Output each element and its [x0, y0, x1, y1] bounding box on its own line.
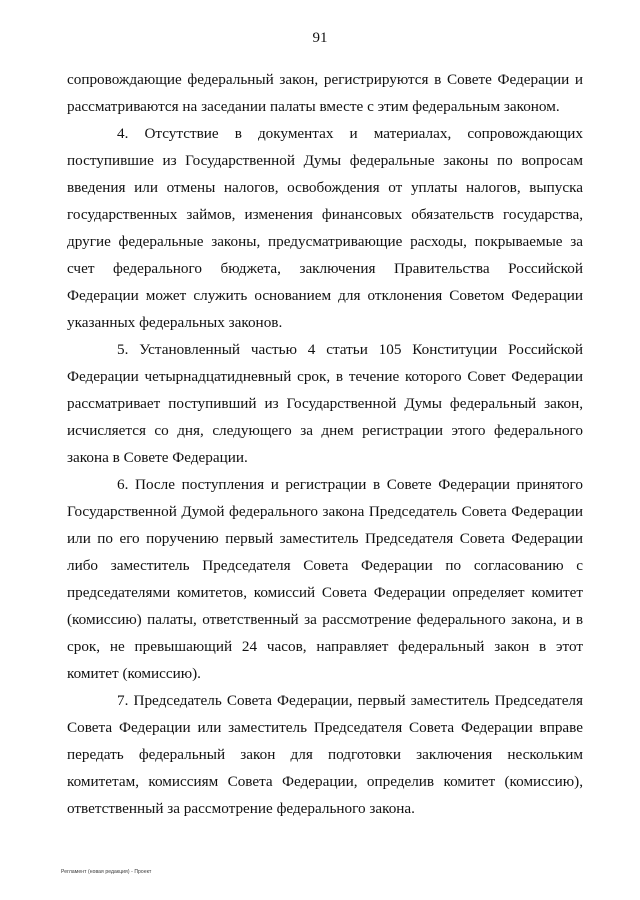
paragraph-4: 4. Отсутствие в документах и материалах, сопровождающих поступившие из Государственной Думы федеральные законы по вопросам введения или отмены налогов, освобождения от уплаты налогов, выпуска государственных займов, изменения финансовых обязательств государства, другие федеральные законы, предусматривающие расходы, покрываемые за счет федерального бюджета, заключения Правительства Российской Федерации может служить основанием для отклонения Советом Федерации указанных федеральных законов. — [67, 125, 583, 331]
page-number: 91 — [312, 30, 328, 46]
footer-note: Регламент (новая редакция) - Проект — [61, 869, 152, 875]
paragraph-5: 5. Установленный частью 4 статьи 105 Конституции Российской Федерации четырнадцатидневный срок, в течение которого Совет Федерации рассматривает поступивший из Государственной Думы федеральный закон, исчисляется со дня, следующего за днем регистрации этого федерального закона в Совете Федерации. — [67, 341, 583, 466]
paragraph-6: 6. После поступления и регистрации в Совете Федерации принятого Государственной Думой федерального закона Председатель Совета Федерации или по его поручению первый заместитель Председателя Совета Федерации либо заместитель Председателя Совета Федерации по согласованию с председателями комитетов, комиссий Совета Федерации определяет комитет (комиссию) палаты, ответственный за рассмотрение федерального закона, и в срок, не превышающий 24 часов, направляет федеральный закон в этот комитет (комиссию). — [67, 476, 583, 682]
paragraph-continuation: сопровождающие федеральный закон, регистрируются в Совете Федерации и рассматриваются на заседании палаты вместе с этим федеральным законом. — [67, 71, 583, 115]
document-body — [67, 66, 583, 822]
paragraph-7: 7. Председатель Совета Федерации, первый заместитель Председателя Совета Федерации или заместитель Председателя Совета Федерации вправе передать федеральный закон для подготовки заключения нескольким комитетам, комиссиям Совета Федерации, определив комитет (комиссию), ответственный за рассмотрение федерального закона. — [67, 692, 583, 817]
